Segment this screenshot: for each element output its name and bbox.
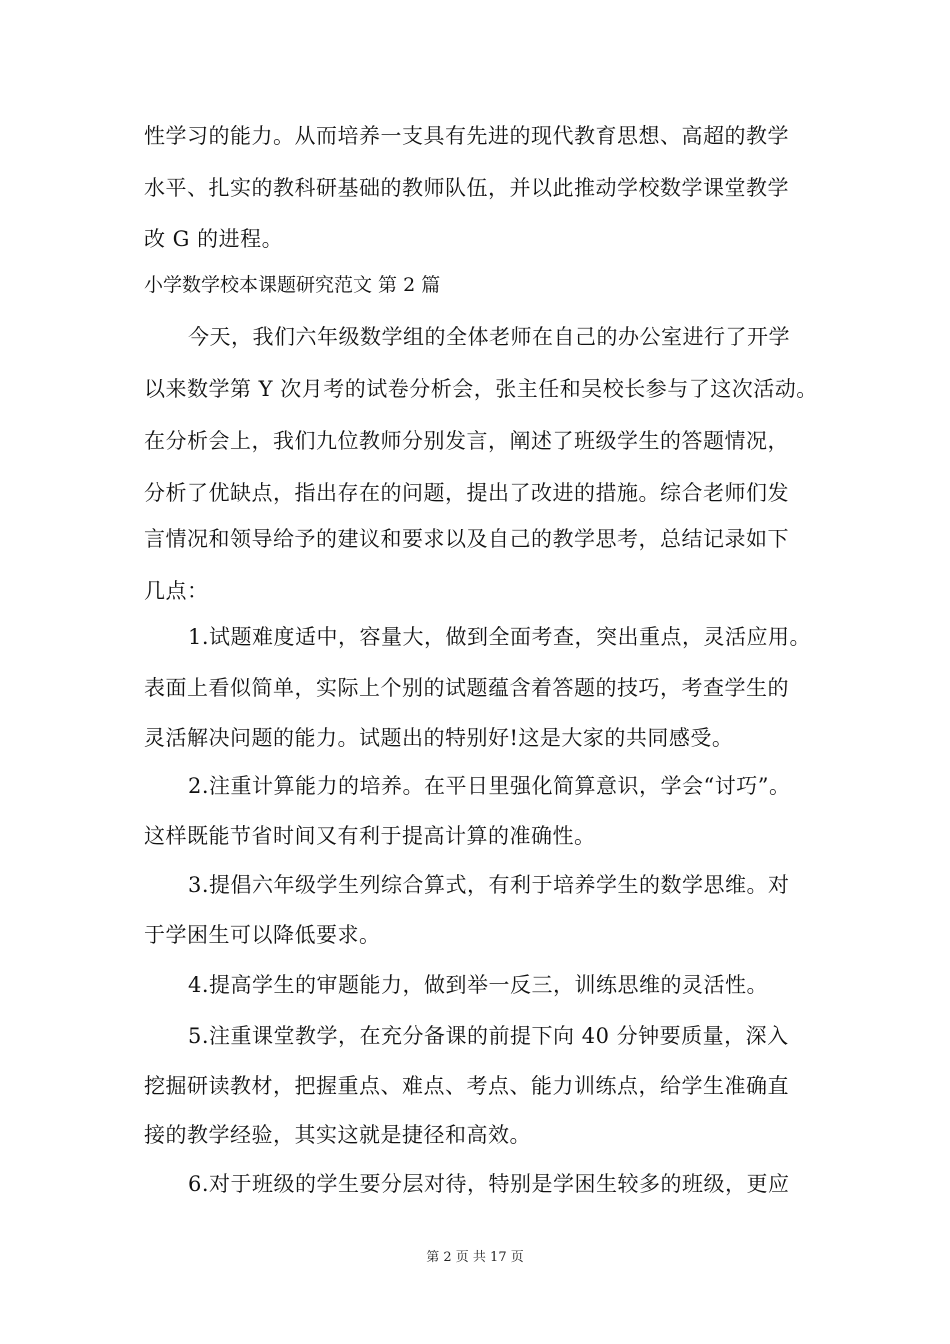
text-line: 挖掘研读教材，把握重点、难点、考点、能力训练点，给学生准确直	[144, 1074, 789, 1098]
text-line: 6.对于班级的学生要分层对待，特别是学困生较多的班级，更应	[188, 1172, 790, 1196]
text-line: 这样既能节省时间又有利于提高计算的准确性。	[144, 824, 596, 848]
text-line: 在分析会上，我们九位教师分别发言，阐述了班级学生的答题情况，	[144, 429, 789, 453]
text-line: 性学习的能力。从而培养一支具有先进的现代教育思想、高超的教学	[144, 124, 789, 148]
text-line: 分析了优缺点，指出存在的问题，提出了改进的措施。综合老师们发	[144, 481, 789, 505]
text-line: 水平、扎实的教科研基础的教师队伍，并以此推动学校数学课堂教学	[144, 176, 789, 200]
text-line: 1.试题难度适中，容量大，做到全面考查，突出重点，灵活应用。	[188, 625, 812, 649]
text-line: 以来数学第 Y 次月考的试卷分析会，张主任和吴校长参与了这次活动。	[144, 377, 818, 401]
text-line: 表面上看似简单，实际上个别的试题蕴含着答题的技巧，考查学生的	[144, 676, 789, 700]
text-line: 言情况和领导给予的建议和要求以及自己的教学思考，总结记录如下	[144, 527, 789, 551]
text-line: 接的教学经验，其实这就是捷径和高效。	[144, 1123, 531, 1147]
text-line: 2.注重计算能力的培养。在平日里强化简算意识，学会“讨巧”。	[188, 774, 791, 798]
text-line: 5.注重课堂教学，在充分备课的前提下向 40 分钟要质量，深入	[188, 1024, 789, 1048]
text-line: 4.提高学生的审题能力，做到举一反三，训练思维的灵活性。	[188, 973, 769, 997]
text-line: 3.提倡六年级学生列综合算式，有利于培养学生的数学思维。对	[188, 873, 790, 897]
section-title: 小学数学校本课题研究范文 第 2 篇	[144, 274, 441, 296]
page-footer: 第 2 页 共 17 页	[426, 1250, 524, 1265]
text-line: 今天，我们六年级数学组的全体老师在自己的办公室进行了开学	[188, 325, 790, 349]
text-line: 改 G 的进程。	[144, 227, 284, 251]
text-line: 灵活解决问题的能力。试题出的特别好!这是大家的共同感受。	[144, 726, 734, 750]
text-line: 几点：	[144, 579, 209, 603]
text-line: 于学困生可以降低要求。	[144, 923, 381, 947]
